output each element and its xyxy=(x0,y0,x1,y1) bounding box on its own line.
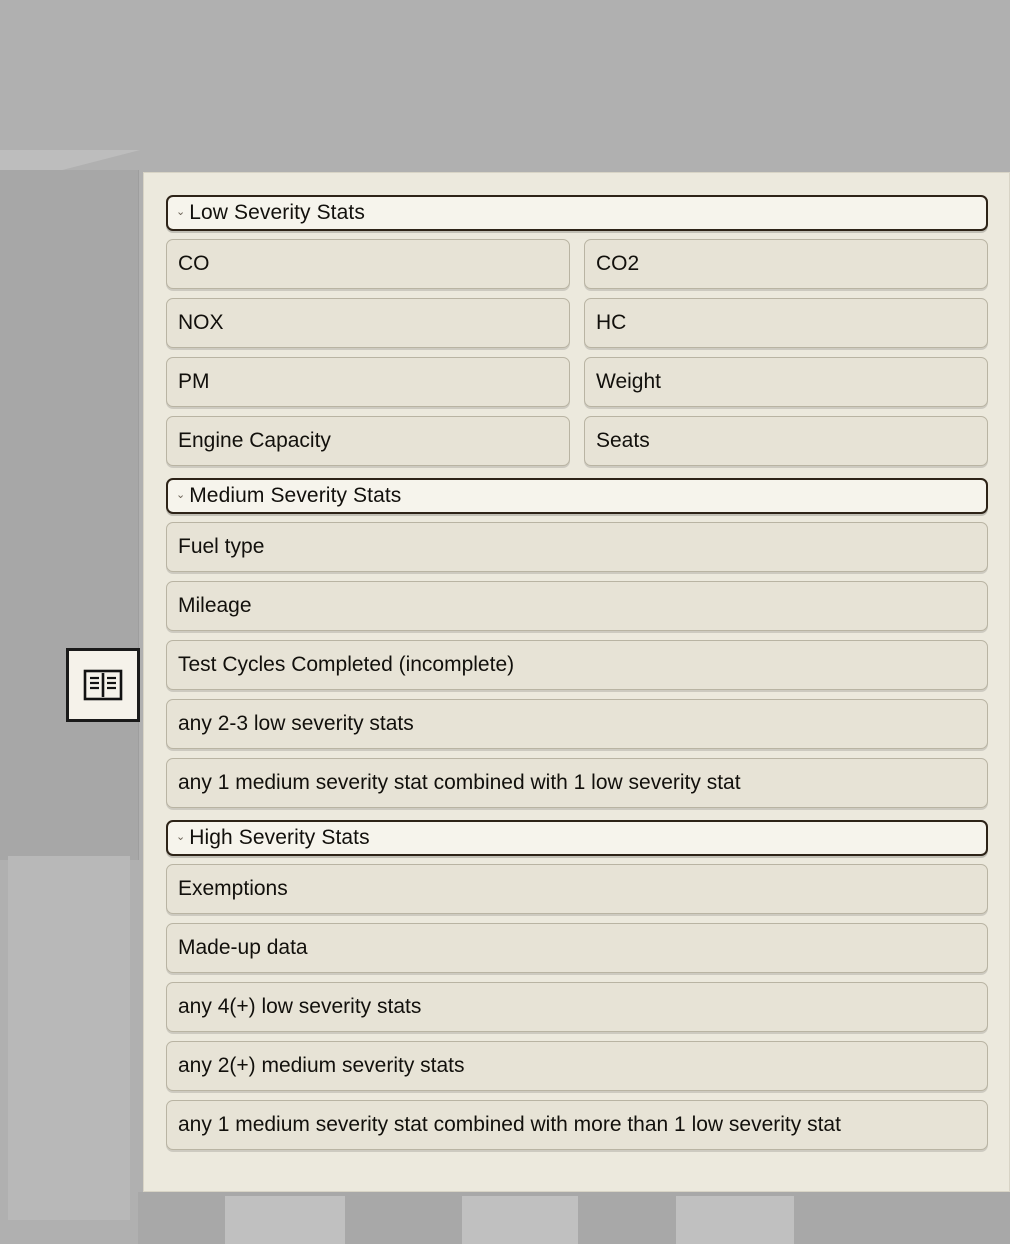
chevron-down-icon: ⌄ xyxy=(176,205,186,218)
list-item[interactable]: Engine Capacity xyxy=(166,416,570,466)
stat-row xyxy=(166,416,988,466)
book-icon xyxy=(83,668,123,702)
group-header-high-severity[interactable] xyxy=(166,820,988,856)
group-title: Medium Severity Stats xyxy=(189,484,402,507)
group-header-low-severity[interactable] xyxy=(166,195,988,231)
list-item[interactable]: Mileage xyxy=(166,581,988,631)
list-item[interactable]: any 1 medium severity stat combined with more than 1 low severity stat xyxy=(166,1100,988,1150)
stat-row xyxy=(166,239,988,289)
list-item[interactable]: any 4(+) low severity stats xyxy=(166,982,988,1032)
group-title: High Severity Stats xyxy=(189,826,370,849)
list-item[interactable]: Seats xyxy=(584,416,988,466)
chevron-down-icon: ⌄ xyxy=(176,830,186,843)
background-left-panel xyxy=(0,170,139,860)
stat-row xyxy=(166,357,988,407)
severity-stats-panel xyxy=(143,172,1010,1192)
list-item[interactable]: NOX xyxy=(166,298,570,348)
list-item[interactable]: Exemptions xyxy=(166,864,988,914)
background-tab-2 xyxy=(462,1196,578,1244)
background-tab-1 xyxy=(225,1196,345,1244)
group-title: Low Severity Stats xyxy=(189,201,365,224)
list-item[interactable]: HC xyxy=(584,298,988,348)
list-item[interactable]: PM xyxy=(166,357,570,407)
list-item[interactable]: Test Cycles Completed (incomplete) xyxy=(166,640,988,690)
group-header-medium-severity[interactable] xyxy=(166,478,988,514)
list-item[interactable]: any 2-3 low severity stats xyxy=(166,699,988,749)
list-item[interactable]: CO xyxy=(166,239,570,289)
background-tab-3 xyxy=(676,1196,794,1244)
list-item[interactable]: any 1 medium severity stat combined with 1 low severity stat xyxy=(166,758,988,808)
chevron-down-icon: ⌄ xyxy=(176,488,186,501)
list-item[interactable]: Made-up data xyxy=(166,923,988,973)
stat-row xyxy=(166,298,988,348)
book-button[interactable] xyxy=(66,648,140,722)
list-item[interactable]: Fuel type xyxy=(166,522,988,572)
list-item[interactable]: CO2 xyxy=(584,239,988,289)
background-left-lower-panel xyxy=(8,856,130,1220)
list-item[interactable]: any 2(+) medium severity stats xyxy=(166,1041,988,1091)
list-item[interactable]: Weight xyxy=(584,357,988,407)
